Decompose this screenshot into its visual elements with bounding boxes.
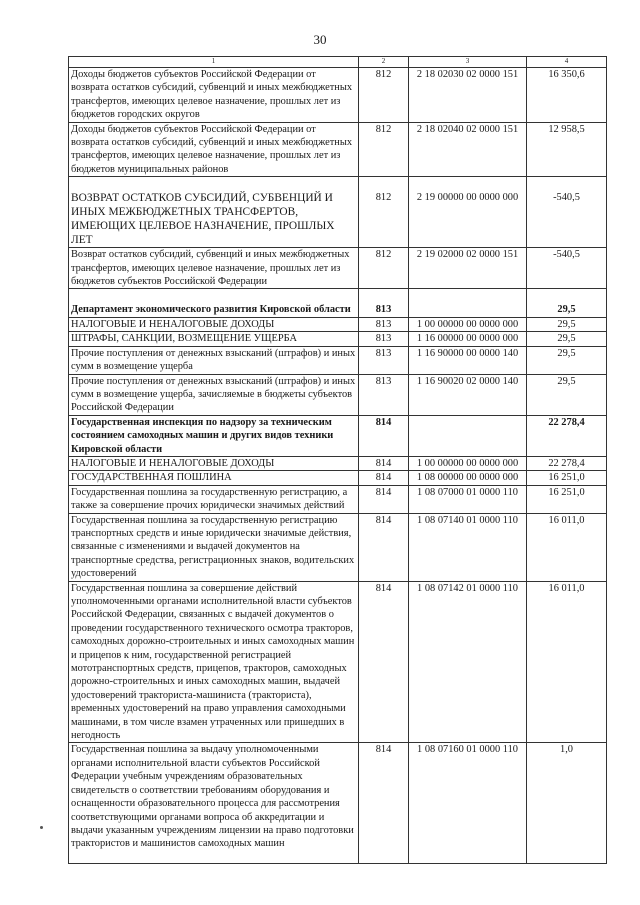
column-number-4: 4 [527,57,607,68]
table-row [69,248,607,289]
column-number-3: 3 [409,57,527,68]
row-amount: 16 350,6 [527,68,607,123]
table-row [69,471,607,485]
table-row [69,513,607,581]
row-amount: 22 278,4 [527,415,607,456]
row-admin-code: 813 [359,346,409,374]
row-revenue-code: 1 08 07140 01 0000 110 [409,513,527,581]
row-admin-code: 814 [359,456,409,470]
row-admin-code: 812 [359,122,409,177]
row-admin-code: 814 [359,415,409,456]
row-revenue-code: 1 00 00000 00 0000 000 [409,456,527,470]
table-row [69,456,607,470]
row-admin-code: 814 [359,485,409,513]
page-number: 30 [313,32,327,47]
row-name: Департамент экономического развития Кировской области [69,289,359,317]
row-admin-code: 814 [359,513,409,581]
row-revenue-code [409,415,527,456]
row-revenue-code: 2 19 00000 00 0000 000 [409,177,527,248]
row-amount: -540,5 [527,248,607,289]
row-name: Доходы бюджетов субъектов Российской Федерации от возврата остатков субсидий, субвенций и иных межбюджетных трансфертов, имеющих целевое назначение, прошлых лет из бюджетов муниципальных районов [69,122,359,177]
row-revenue-code: 2 19 02000 02 0000 151 [409,248,527,289]
row-name: Государственная пошлина за государственную регистрацию транспортных средств и иные юридически значимые действия, связанные с изменениями и выдачей документов на транспортные средства, регистрационных знаков, водительских удостоверений [69,513,359,581]
table-row [69,743,607,863]
table-row [69,346,607,374]
row-admin-code: 814 [359,743,409,863]
row-name: ШТРАФЫ, САНКЦИИ, ВОЗМЕЩЕНИЕ УЩЕРБА [69,332,359,346]
row-revenue-code: 1 08 07142 01 0000 110 [409,581,527,743]
row-amount: 16 011,0 [527,513,607,581]
row-amount: -540,5 [527,177,607,248]
row-revenue-code: 1 08 07160 01 0000 110 [409,743,527,863]
row-revenue-code [409,289,527,317]
row-revenue-code: 1 16 00000 00 0000 000 [409,332,527,346]
row-amount: 12 958,5 [527,122,607,177]
table-row [69,122,607,177]
table-row [69,581,607,743]
row-name: Возврат остатков субсидий, субвенций и иных межбюджетных трансфертов, имеющих целевое назначение, прошлых лет из бюджетов субъектов Российской Федерации [69,248,359,289]
row-admin-code: 812 [359,248,409,289]
row-admin-code: 813 [359,317,409,331]
row-amount: 22 278,4 [527,456,607,470]
table-header-row [69,57,607,68]
row-amount: 29,5 [527,289,607,317]
row-name: Доходы бюджетов субъектов Российской Федерации от возврата остатков субсидий, субвенций и иных межбюджетных трансфертов, имеющих целевое назначение, прошлых лет из бюджетов городских округов [69,68,359,123]
row-amount: 29,5 [527,346,607,374]
row-admin-code: 813 [359,332,409,346]
column-number-2: 2 [359,57,409,68]
row-name: Прочие поступления от денежных взысканий (штрафов) и иных сумм в возмещение ущерба [69,346,359,374]
table-row-department [69,289,607,317]
row-amount: 16 251,0 [527,485,607,513]
table-row [69,332,607,346]
row-name: ВОЗВРАТ ОСТАТКОВ СУБСИДИЙ, СУБВЕНЦИЙ И ИНЫХ МЕЖБЮДЖЕТНЫХ ТРАНСФЕРТОВ, ИМЕЮЩИХ ЦЕЛЕВОЕ НАЗНАЧЕНИЕ, ПРОШЛЫХ ЛЕТ [69,177,359,248]
row-name: Государственная пошлина за выдачу уполномоченными органами исполнительной власти субъектов Российской Федерации учебным учреждениям образовательных свидетельств о соответствии требованиям оборудования и оснащенности образовательного процесса для рассмотрения соответствующими органами вопроса об аккредитации и выдачи указанным учреждениям лицензии на право подготовки трактористов и машинистов самоходных машин [69,743,359,863]
row-admin-code: 813 [359,289,409,317]
row-amount: 29,5 [527,374,607,415]
table-row [69,374,607,415]
row-revenue-code: 1 00 00000 00 0000 000 [409,317,527,331]
row-admin-code: 814 [359,471,409,485]
row-admin-code: 812 [359,177,409,248]
row-amount: 16 011,0 [527,581,607,743]
budget-revenue-table [68,56,607,864]
row-revenue-code: 2 18 02040 02 0000 151 [409,122,527,177]
row-revenue-code: 1 08 07000 01 0000 110 [409,485,527,513]
scan-speck [40,826,43,829]
table-row [69,485,607,513]
row-revenue-code: 1 08 00000 00 0000 000 [409,471,527,485]
table-row [69,177,607,248]
table-row-department [69,415,607,456]
row-admin-code: 813 [359,374,409,415]
row-admin-code: 814 [359,581,409,743]
row-revenue-code: 1 16 90000 00 0000 140 [409,346,527,374]
column-number-1: 1 [69,57,359,68]
row-name: Государственная пошлина за совершение действий уполномоченными органами исполнительной власти субъектов Российской Федерации, связанных с выдачей документов о проведении государственного технического осмотра тракторов, самоходных дорожно-строительных и иных самоходных машин и прицепов к ним, государственной регистрацией мототранспортных средств, прицепов, тракторов, самоходных дорожно-строительных и иных самоходных машин, выдачей удостоверений тракториста-машиниста (тракториста), временных удостоверений на право управления самоходными машинами, в том числе взамен утраченных или пришедших в негодность [69,581,359,743]
row-amount: 29,5 [527,317,607,331]
row-amount: 1,0 [527,743,607,863]
row-name: Государственная пошлина за государственную регистрацию, а также за совершение прочих юридически значимых действий [69,485,359,513]
row-amount: 29,5 [527,332,607,346]
row-revenue-code: 1 16 90020 02 0000 140 [409,374,527,415]
row-amount: 16 251,0 [527,471,607,485]
table-row [69,68,607,123]
row-name: Прочие поступления от денежных взысканий (штрафов) и иных сумм в возмещение ущерба, зачисляемые в бюджеты субъектов Российской Федерации [69,374,359,415]
row-name: ГОСУДАРСТВЕННАЯ ПОШЛИНА [69,471,359,485]
row-name: НАЛОГОВЫЕ И НЕНАЛОГОВЫЕ ДОХОДЫ [69,456,359,470]
row-revenue-code: 2 18 02030 02 0000 151 [409,68,527,123]
row-name: НАЛОГОВЫЕ И НЕНАЛОГОВЫЕ ДОХОДЫ [69,317,359,331]
row-name: Государственная инспекция по надзору за техническим состоянием самоходных машин и других видов техники Кировской области [69,415,359,456]
row-admin-code: 812 [359,68,409,123]
table-row [69,317,607,331]
